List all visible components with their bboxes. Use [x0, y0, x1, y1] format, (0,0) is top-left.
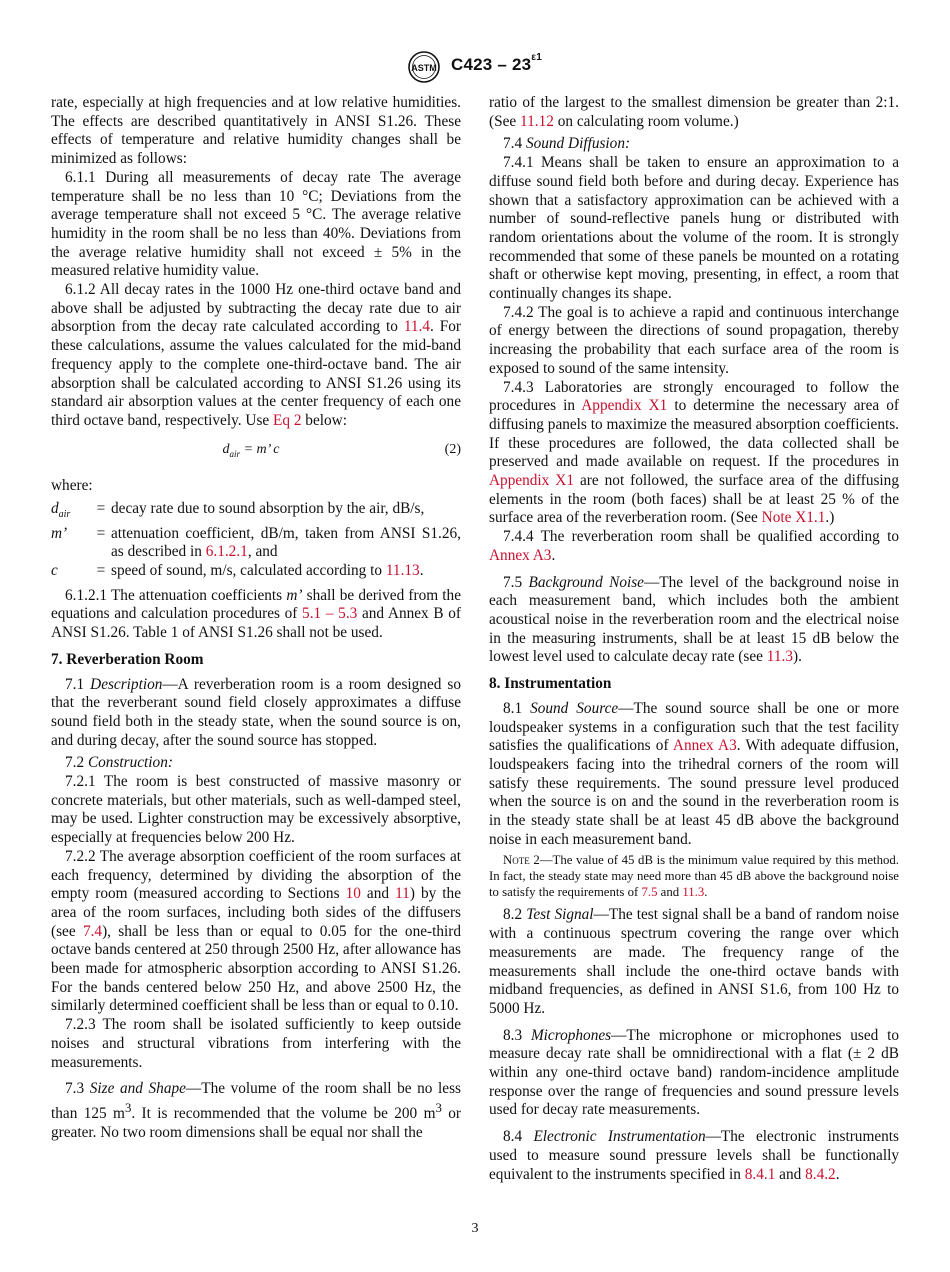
paragraph-8-2: 8.2 Test Signal—The test signal shall be a band of random noise with a continuous spectrum covering the range over which measurements are made. The frequency range of the measurements shall include the one-third octave bands with midband frequencies, as defined in ANSI S1.6, from 100 Hz to 5000 Hz.	[489, 906, 900, 1017]
link-11-3[interactable]: 11.3	[766, 648, 793, 666]
paragraph-7-4-3: 7.4.3 Laboratories are strongly encouraged to follow the procedures in Appendix X1 to determine the necessary area of diffusing panels to maximize the measured absorption coefficients. If these procedures are followed, the data collected shall be preserved and made available on request. If the procedures in Appendix X1 are not followed, the surface area of the diffusing elements in the room (both faces) shall be at least 25 % of the surface area of the reverberation room. (See Note X1.1.)	[489, 378, 899, 527]
paragraph-6-1-2: 6.1.2 All decay rates in the 1000 Hz one-third octave band and above shall be adjusted by subtracting the decay rate due to air absorption from the decay rate calculated according to 11.4. For these calculations, assume the values calculated for the mid-band frequency apply to the complete one-third-octave band. The air absorption shall be calculated according to ANSI S1.26 using its standard air absorption values at the center frequency of each one third octave band, respectively. Use Eq 2 below:	[51, 281, 461, 429]
section-heading-7: 7. Reverberation Room	[51, 650, 204, 668]
paragraph-8-1: 8.1 Sound Source—The sound source shall be one or more loudspeaker systems in a configuration such that the test facility satisfies the qualifications of Annex A3. With adequate diffusion, loudspeakers facing into the trihedral corners of the room will satisfy these requirements. The sound pressure level produced when the source is on and the sound in the reverberation room is in the steady state shall be at least 45 dB above the background noise in each measurement band.	[489, 699, 899, 848]
paragraph-7-3: 7.3 Size and Shape—The volume of the room shall be no less than 125 $m^3$. It is recommended that the volume be 200 $m^3$ or greater. No two room dimensions shall be equal nor shall the	[51, 1080, 461, 1141]
definition-row: $d_{air}$ = decay rate due to sound absorption by the air, dB/s,	[51, 499, 425, 520]
right-column	[489, 94, 899, 1184]
link-11-13[interactable]: 11.13	[385, 562, 420, 580]
standard-designation: $C423 - 23^{\varepsilon 1}$	[451, 52, 542, 74]
link-appendix-x1[interactable]: Appendix X1	[581, 397, 668, 415]
definition-row: c = speed of sound, m/s, calculated according to 11.13.	[51, 562, 424, 580]
paragraph-6-1-continued: rate, especially at high frequencies and at low relative humidities. The effects are described quantitatively in ANSI S1.26. These effects of temperature and relative humidity changes shall be minimized as follows:	[51, 94, 461, 168]
paragraph-7-4: 7.4 Sound Diffusion:	[503, 135, 631, 153]
paragraph-7-4-1: 7.4.1 Means shall be taken to ensure an approximation to a diffuse sound field both before and during decay. Experience has shown that a satisfactory approximation can be achieved with a number of sound-reflective panels hung or distributed with random orientations about the volume of the room. It is strongly recommended that some of these panels be mounted on a rotating shaft or otherwise kept moving, presenting, in effect, a room that continually changes its shape.	[489, 154, 899, 303]
link-appendix-x1[interactable]: Appendix X1	[489, 472, 575, 490]
link-11-12[interactable]: 11.12	[520, 112, 554, 130]
link-11-4[interactable]: 11.4	[403, 318, 431, 336]
link-5-1-5-3[interactable]: 5.1 – 5.3	[302, 605, 358, 623]
epsilon-mark: ε1	[531, 52, 542, 64]
paragraph-7-4-4: 7.4.4 The reverberation room shall be qualified according to Annex A3.	[489, 528, 899, 564]
paragraph-7-3-continued: ratio of the largest to the smallest dimension be greater than 2:1. (See 11.12 on calculating room volume.)	[489, 94, 899, 130]
astm-logo	[405, 50, 443, 84]
paragraph-6-1-1: 6.1.1 During all measurements of decay rate The average temperature shall be no less than 10 °C; Deviations from the average temperature shall not exceed 5 °C. The average relative humidity in the room shall be no less than 40%. Deviations from the average relative humidity shall not exceed ± 5% in the measured relative humidity value.	[51, 168, 461, 280]
paragraph-7-2-1: 7.2.1 The room is best constructed of massive masonry or concrete materials, but other materials, such as well-damped steel, may be used. Lighter construction may be excessively absorptive, especially at frequencies below 200 Hz.	[51, 773, 461, 847]
paragraph-7-2-2: 7.2.2 The average absorption coefficient of the room surfaces at each frequency, determined by dividing the absorption of the empty room (measured according to Sections 10 and 11) by the area of the room surfaces, including both sides of the diffusers (see 7.4), shall be less than or equal to 0.05 for the one-third octave bands centered at 250 through 2500 Hz, after allowance has been made for atmospheric absorption according to ANSI S1.26. For the bands centered below 250 Hz, and above 2500 Hz, the similarly determined coefficient shall be less than or equal to 0.10.	[51, 847, 462, 1015]
paragraph-7-1: 7.1 Description—A reverberation room is a room designed so that the reverberant sound field closely approximates a diffuse sound field both in the steady state, when the sound source is on, and during decay, after the sound source has stopped.	[51, 675, 461, 749]
paragraph-7-2-3: 7.2.3 The room shall be isolated sufficiently to keep outside noises and structural vibrations from interfering with the measurements.	[51, 1016, 461, 1071]
variable-definitions	[51, 500, 461, 581]
section-heading-8: 8. Instrumentation	[489, 675, 612, 693]
link-8-4-1[interactable]: 8.4.1	[744, 1165, 776, 1183]
link-7-4[interactable]: 7.4	[82, 922, 103, 940]
link-7-5[interactable]: 7.5	[641, 885, 658, 900]
paragraph-7-4-2: 7.4.2 The goal is to achieve a rapid and continuous interchange of energy between the directions of sound propagation, thereby increasing the probability that each surface area of the room is exposed to sound of the same intensity.	[489, 303, 899, 377]
paragraph-7-5: 7.5 Background Noise—The level of the background noise in each measurement band, which includes both the ambient acoustical noise in the reverberation room and the electrical noise in the measuring instruments, shall be at least 15 dB below the lowest level used to calculate decay rate (see 11.3).	[489, 573, 899, 666]
link-annex-a3[interactable]: Annex A3	[672, 737, 737, 755]
link-section-11[interactable]: 11	[395, 885, 410, 903]
link-eq-2[interactable]: Eq 2	[273, 411, 302, 429]
astm-logo-text: ASTM	[411, 63, 437, 73]
paragraph-7-2: 7.2 Construction:	[65, 754, 173, 772]
link-section-10[interactable]: 10	[345, 885, 361, 903]
link-11-3[interactable]: 11.3	[682, 885, 705, 900]
link-annex-a3[interactable]: Annex A3	[489, 546, 552, 564]
page-header	[0, 50, 950, 84]
where-label: where:	[51, 477, 93, 495]
note-2: Note 2—The value of 45 dB is the minimum value required by this method. In fact, the steady state may need more than 45 dB above the background noise to satisfy the requirements of 7.5 and 11.3.	[489, 853, 899, 900]
page-number: 3	[471, 1221, 479, 1236]
paragraph-8-4: 8.4 Electronic Instrumentation—The electronic instruments used to measure sound pressure levels shall be functionally equivalent to the instruments specified in 8.4.1 and 8.4.2.	[489, 1128, 899, 1183]
link-note-x1-1[interactable]: Note X1.1	[761, 509, 826, 527]
link-6-1-2-1[interactable]: 6.1.2.1	[205, 543, 248, 561]
left-column	[51, 94, 461, 1143]
equation-number: (2)	[444, 441, 461, 457]
paragraph-6-1-2-1: 6.1.2.1 The attenuation coefficients m’ shall be derived from the equations and calculation procedures of 5.1 – 5.3 and Annex B of ANSI S1.26. Table 1 of ANSI S1.26 shall not be used.	[51, 586, 461, 642]
equation-formula: $d_{air} = m$’ c	[222, 441, 280, 459]
paragraph-8-3: 8.3 Microphones—The microphone or microphones used to measure decay rate shall be omnidirectional with a flat (± 2 dB within any one-third octave band) random-incidence amplitude response over the range of frequencies and sound pressure levels used for decay rate measurements.	[489, 1026, 899, 1119]
equation-2	[51, 441, 461, 464]
link-8-4-2[interactable]: 8.4.2	[805, 1165, 836, 1183]
definition-row: m’ = attenuation coefficient, dB/m, taken from ANSI S1.26, as described in 6.1.2.1, and	[51, 524, 461, 561]
